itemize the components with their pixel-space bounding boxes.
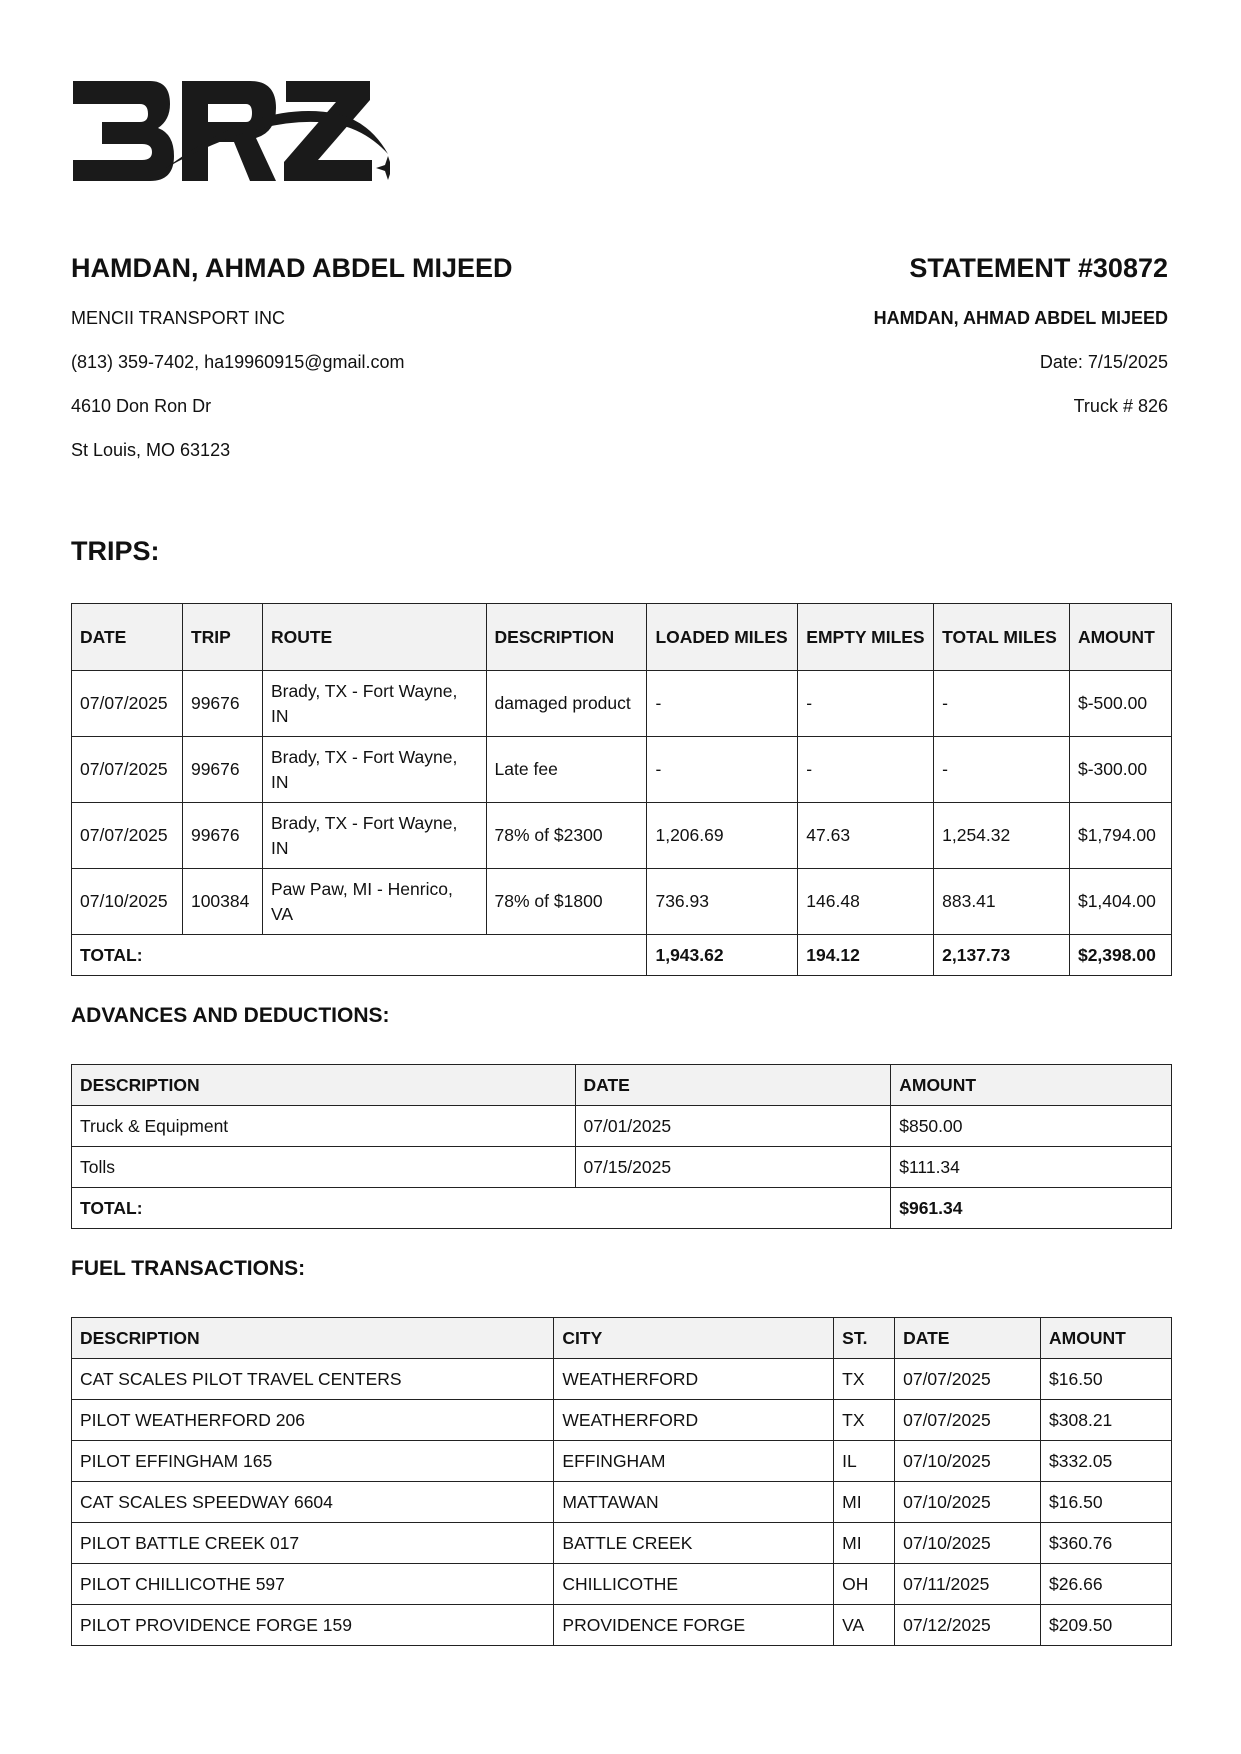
advance-date: 07/01/2025 [575, 1106, 891, 1147]
table-row [72, 1106, 1172, 1147]
trip-empty-miles: - [798, 671, 934, 737]
trips-total-miles: 2,137.73 [934, 935, 1070, 976]
trip-total-miles: - [934, 671, 1070, 737]
table-row [72, 671, 1172, 737]
driver-info [71, 248, 513, 472]
table-row [72, 1400, 1172, 1441]
table-row [72, 1482, 1172, 1523]
address-line-1: 4610 Don Ron Dr [71, 396, 212, 416]
statement-driver-name: HAMDAN, AHMAD ABDEL MIJEED [873, 308, 1168, 328]
trip-description: 78% of $1800 [486, 869, 647, 935]
trips-total-loaded: 1,943.62 [647, 935, 798, 976]
col-header: TOTAL MILES [934, 604, 1070, 671]
trip-total-miles: 1,254.32 [934, 803, 1070, 869]
fuel-date: 07/07/2025 [895, 1359, 1041, 1400]
fuel-state: TX [834, 1400, 895, 1441]
advances-title: ADVANCES AND DEDUCTIONS: [71, 1004, 390, 1027]
col-header: EMPTY MILES [798, 604, 934, 671]
trip-number: 100384 [182, 869, 262, 935]
col-header: CITY [554, 1318, 834, 1359]
col-header: AMOUNT [891, 1065, 1172, 1106]
fuel-amount: $360.76 [1041, 1523, 1172, 1564]
trips-table [71, 603, 1172, 976]
trip-amount: $1,794.00 [1069, 803, 1171, 869]
brz-logo [70, 76, 390, 196]
fuel-description: PILOT WEATHERFORD 206 [72, 1400, 554, 1441]
trip-description: 78% of $2300 [486, 803, 647, 869]
logo-letter-b [73, 81, 174, 181]
fuel-amount: $26.66 [1041, 1564, 1172, 1605]
trips-total-amount: $2,398.00 [1069, 935, 1171, 976]
fuel-date: 07/10/2025 [895, 1523, 1041, 1564]
trip-route: Brady, TX - Fort Wayne, IN [262, 671, 486, 737]
driver-name: HAMDAN, AHMAD ABDEL MIJEED [71, 253, 513, 283]
fuel-amount: $332.05 [1041, 1441, 1172, 1482]
advances-total-amount: $961.34 [891, 1188, 1172, 1229]
trip-amount: $1,404.00 [1069, 869, 1171, 935]
col-header: AMOUNT [1041, 1318, 1172, 1359]
advances-table [71, 1064, 1172, 1229]
fuel-title: FUEL TRANSACTIONS: [71, 1257, 306, 1280]
fuel-city: WEATHERFORD [554, 1359, 834, 1400]
trip-total-miles: - [934, 737, 1070, 803]
fuel-city: EFFINGHAM [554, 1441, 834, 1482]
trip-date: 07/10/2025 [72, 869, 183, 935]
fuel-city: MATTAWAN [554, 1482, 834, 1523]
fuel-state: MI [834, 1482, 895, 1523]
advance-amount: $111.34 [891, 1147, 1172, 1188]
fuel-description: PILOT BATTLE CREEK 017 [72, 1523, 554, 1564]
fuel-state: MI [834, 1523, 895, 1564]
fuel-date: 07/07/2025 [895, 1400, 1041, 1441]
trip-date: 07/07/2025 [72, 803, 183, 869]
fuel-state: IL [834, 1441, 895, 1482]
logo-sparkle [376, 156, 390, 180]
fuel-state: TX [834, 1359, 895, 1400]
trip-route: Paw Paw, MI - Henrico, VA [262, 869, 486, 935]
fuel-state: OH [834, 1564, 895, 1605]
table-row [72, 803, 1172, 869]
table-row [72, 1147, 1172, 1188]
col-header: AMOUNT [1069, 604, 1171, 671]
table-row [72, 1605, 1172, 1646]
trips-title: TRIPS: [71, 536, 160, 566]
fuel-amount: $308.21 [1041, 1400, 1172, 1441]
statement-title: STATEMENT #30872 [909, 253, 1168, 283]
fuel-date: 07/10/2025 [895, 1482, 1041, 1523]
fuel-table [71, 1317, 1172, 1646]
advance-amount: $850.00 [891, 1106, 1172, 1147]
col-header: DESCRIPTION [72, 1065, 576, 1106]
trip-total-miles: 883.41 [934, 869, 1070, 935]
advances-header-row [72, 1065, 1172, 1106]
trips-total-empty: 194.12 [798, 935, 934, 976]
table-row [72, 1359, 1172, 1400]
fuel-description: PILOT PROVIDENCE FORGE 159 [72, 1605, 554, 1646]
fuel-amount: $209.50 [1041, 1605, 1172, 1646]
table-row [72, 737, 1172, 803]
table-row [72, 869, 1172, 935]
fuel-description: CAT SCALES SPEEDWAY 6604 [72, 1482, 554, 1523]
fuel-city: BATTLE CREEK [554, 1523, 834, 1564]
trip-empty-miles: 146.48 [798, 869, 934, 935]
fuel-city: PROVIDENCE FORGE [554, 1605, 834, 1646]
trip-date: 07/07/2025 [72, 671, 183, 737]
fuel-city: CHILLICOTHE [554, 1564, 834, 1605]
company-name: MENCII TRANSPORT INC [71, 308, 286, 328]
trip-loaded-miles: 1,206.69 [647, 803, 798, 869]
col-header: ROUTE [262, 604, 486, 671]
col-header: DATE [895, 1318, 1041, 1359]
fuel-description: CAT SCALES PILOT TRAVEL CENTERS [72, 1359, 554, 1400]
fuel-state: VA [834, 1605, 895, 1646]
fuel-header-row [72, 1318, 1172, 1359]
trip-loaded-miles: - [647, 737, 798, 803]
trips-header-row [72, 604, 1172, 671]
col-header: DATE [575, 1065, 891, 1106]
trip-empty-miles: 47.63 [798, 803, 934, 869]
col-header: LOADED MILES [647, 604, 798, 671]
advance-date: 07/15/2025 [575, 1147, 891, 1188]
trip-number: 99676 [182, 671, 262, 737]
advance-description: Tolls [72, 1147, 576, 1188]
fuel-description: PILOT EFFINGHAM 165 [72, 1441, 554, 1482]
trips-total-row [72, 935, 1172, 976]
driver-contact: (813) 359-7402, ha19960915@gmail.com [71, 352, 405, 372]
fuel-date: 07/11/2025 [895, 1564, 1041, 1605]
fuel-city: WEATHERFORD [554, 1400, 834, 1441]
trip-number: 99676 [182, 737, 262, 803]
statement-info [874, 248, 1168, 428]
trip-route: Brady, TX - Fort Wayne, IN [262, 803, 486, 869]
col-header: ST. [834, 1318, 895, 1359]
trips-total-label: TOTAL: [72, 935, 647, 976]
trip-description: damaged product [486, 671, 647, 737]
advance-description: Truck & Equipment [72, 1106, 576, 1147]
trip-route: Brady, TX - Fort Wayne, IN [262, 737, 486, 803]
table-row [72, 1441, 1172, 1482]
fuel-amount: $16.50 [1041, 1482, 1172, 1523]
trip-date: 07/07/2025 [72, 737, 183, 803]
table-row [72, 1523, 1172, 1564]
statement-truck: Truck # 826 [1073, 396, 1168, 416]
fuel-date: 07/12/2025 [895, 1605, 1041, 1646]
fuel-amount: $16.50 [1041, 1359, 1172, 1400]
col-header: DATE [72, 604, 183, 671]
fuel-date: 07/10/2025 [895, 1441, 1041, 1482]
trip-loaded-miles: - [647, 671, 798, 737]
trip-empty-miles: - [798, 737, 934, 803]
trip-amount: $-300.00 [1069, 737, 1171, 803]
col-header: TRIP [182, 604, 262, 671]
trip-number: 99676 [182, 803, 262, 869]
col-header: DESCRIPTION [486, 604, 647, 671]
address-line-2: St Louis, MO 63123 [71, 440, 231, 460]
fuel-description: PILOT CHILLICOTHE 597 [72, 1564, 554, 1605]
statement-date: Date: 7/15/2025 [1039, 352, 1168, 372]
advances-total-row [72, 1188, 1172, 1229]
trip-amount: $-500.00 [1069, 671, 1171, 737]
table-row [72, 1564, 1172, 1605]
trip-loaded-miles: 736.93 [647, 869, 798, 935]
col-header: DESCRIPTION [72, 1318, 554, 1359]
trip-description: Late fee [486, 737, 647, 803]
advances-total-label: TOTAL: [72, 1188, 891, 1229]
